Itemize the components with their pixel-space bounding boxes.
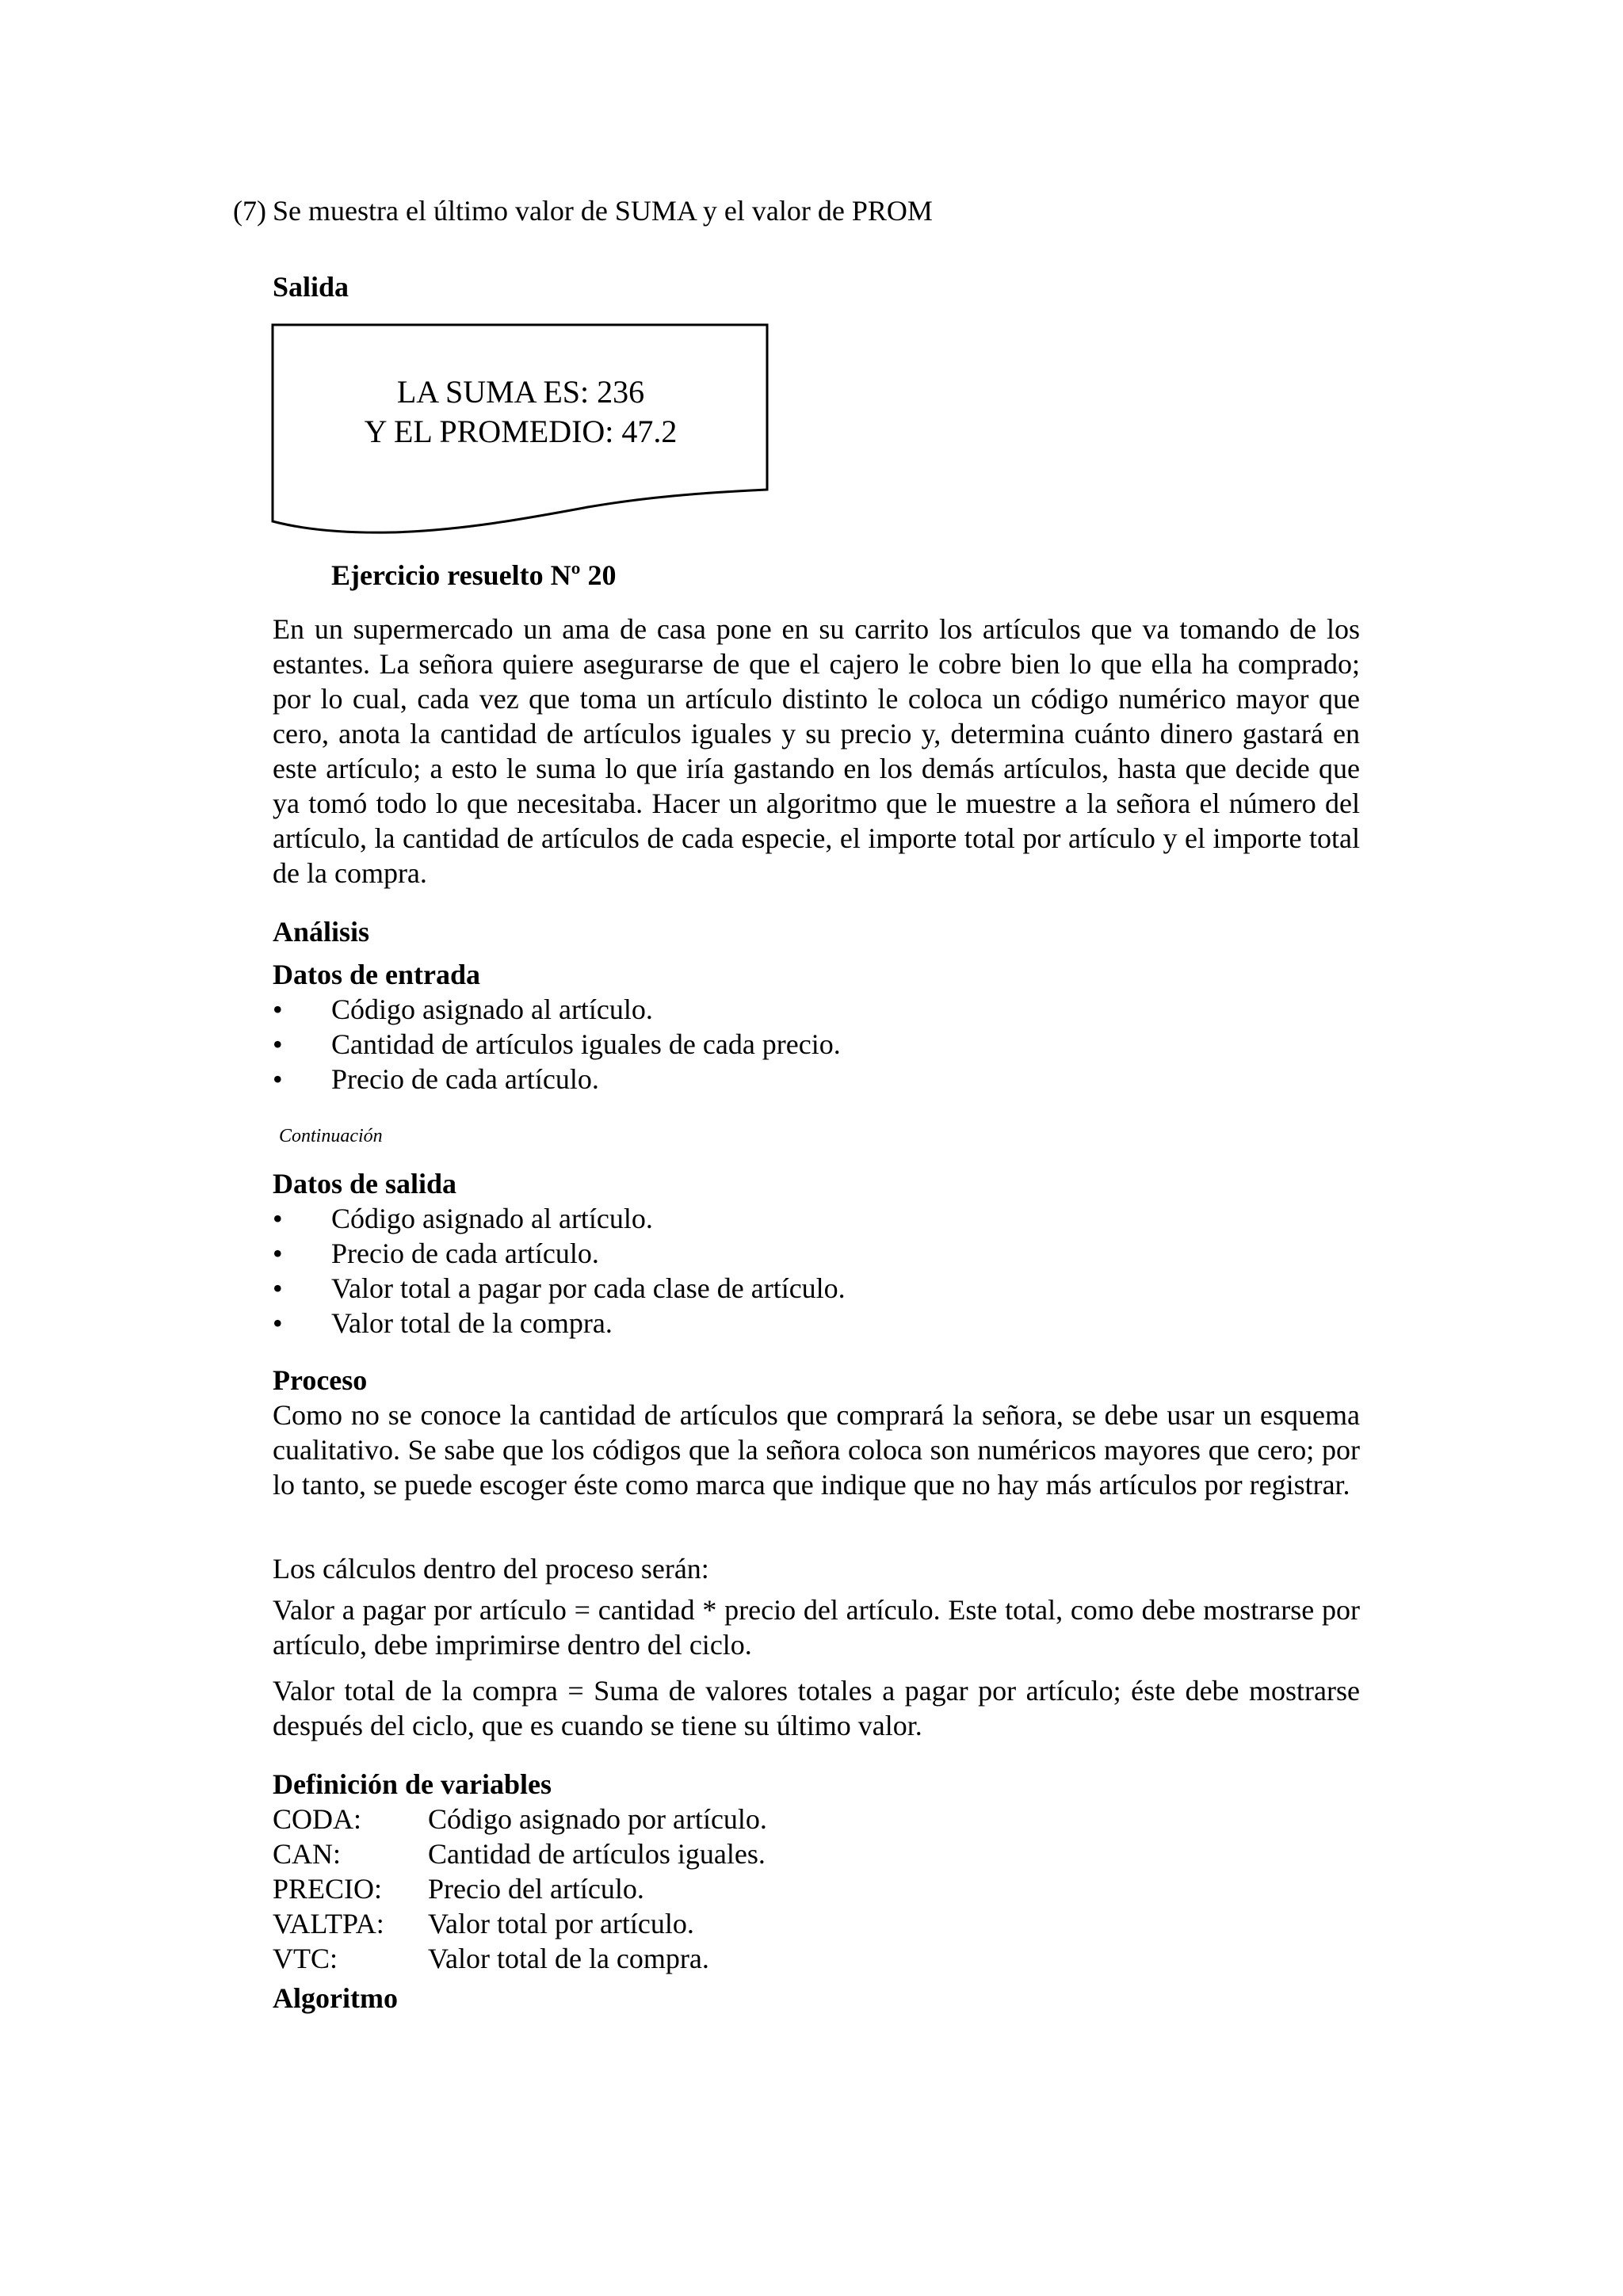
bullet: • bbox=[273, 1063, 283, 1095]
variable-row bbox=[273, 1802, 767, 1836]
list-item bbox=[273, 1236, 1360, 1271]
variable-desc: Cantidad de artículos iguales. bbox=[428, 1838, 766, 1870]
variable-desc: Valor total por artículo. bbox=[428, 1908, 694, 1939]
list-item-text: Precio de cada artículo. bbox=[331, 1063, 599, 1095]
variable-name: VTC: bbox=[273, 1943, 338, 1974]
list-item-text: Precio de cada artículo. bbox=[331, 1238, 599, 1269]
variable-row bbox=[273, 1871, 767, 1906]
salida-section bbox=[273, 1166, 1360, 1341]
bullet: • bbox=[273, 1028, 283, 1060]
output-line-1: LA SUMA ES: 236 bbox=[396, 374, 645, 410]
variables-section bbox=[273, 1767, 767, 1976]
salida-list bbox=[273, 1201, 1360, 1341]
variable-name: CAN: bbox=[273, 1838, 342, 1870]
variable-name: PRECIO: bbox=[273, 1873, 383, 1905]
proceso-heading: Proceso bbox=[273, 1364, 368, 1396]
step-7 bbox=[233, 193, 933, 228]
list-item bbox=[273, 1306, 1360, 1341]
variable-row bbox=[273, 1906, 767, 1941]
step-number: (7) bbox=[233, 195, 266, 227]
calc-1: Valor a pagar por artículo = cantidad * precio del artículo. Este total, como debe mostrarse por artículo, debe imprimirse dentro del ciclo. bbox=[273, 1594, 1360, 1661]
list-item-text: Cantidad de artículos iguales de cada precio. bbox=[331, 1028, 841, 1060]
exercise-text: En un supermercado un ama de casa pone en su carrito los artículos que va tomando de los estantes. La señora quiere asegurarse de que el cajero le cobre bien lo que ella ha comprado; por lo cual, cada vez que toma un artículo distinto le coloca un código numérico mayor que cero, anota la cantidad de artículos iguales y su precio y, determina cuánto dinero gastará en este artículo; a esto le suma lo que iría gastando en los demás artículos, hasta que decide que ya tomó todo lo que necesitaba. Hacer un algoritmo que le muestre a la señora el número del artículo, la cantidad de artículos de cada especie, el importe total por artículo y el importe total de la compra. bbox=[273, 613, 1360, 889]
list-item-text: Código asignado al artículo. bbox=[331, 994, 653, 1025]
variables-heading: Definición de variables bbox=[273, 1768, 552, 1800]
variable-desc: Precio del artículo. bbox=[428, 1873, 644, 1905]
output-document-symbol bbox=[271, 323, 770, 536]
list-item bbox=[273, 1062, 1360, 1097]
bullet: • bbox=[273, 1238, 283, 1269]
algoritmo-heading: Algoritmo bbox=[273, 1982, 398, 2014]
bullet: • bbox=[273, 1203, 283, 1234]
variable-name: VALTPA: bbox=[273, 1908, 384, 1939]
list-item bbox=[273, 1271, 1360, 1306]
salida-heading: Salida bbox=[273, 271, 349, 303]
bullet: • bbox=[273, 1307, 283, 1339]
variable-desc: Código asignado por artículo. bbox=[428, 1803, 767, 1835]
entrada-section bbox=[273, 957, 1360, 1097]
calc-intro: Los cálculos dentro del proceso serán: bbox=[273, 1553, 709, 1585]
analisis-heading: Análisis bbox=[273, 916, 370, 948]
variable-row bbox=[273, 1941, 767, 1976]
bullet: • bbox=[273, 994, 283, 1025]
exercise-title: Ejercicio resuelto Nº 20 bbox=[331, 559, 617, 591]
variable-desc: Valor total de la compra. bbox=[428, 1943, 709, 1974]
entrada-list bbox=[273, 992, 1360, 1097]
variable-row bbox=[273, 1836, 767, 1871]
output-line-2: Y EL PROMEDIO: 47.2 bbox=[364, 414, 678, 449]
entrada-heading: Datos de entrada bbox=[273, 959, 480, 990]
salida-data-heading: Datos de salida bbox=[273, 1168, 457, 1199]
step-text: Se muestra el último valor de SUMA y el valor de PROM bbox=[273, 195, 933, 227]
proceso-text: Como no se conoce la cantidad de artículos que comprará la señora, se debe usar un esquema cualitativo. Se sabe que los códigos que la señora coloca son numéricos mayores que cero; por lo tanto, se puede escoger éste como marca que indique que no hay más artículos por registrar. bbox=[273, 1399, 1360, 1501]
list-item-text: Valor total a pagar por cada clase de artículo. bbox=[331, 1272, 846, 1304]
output-text bbox=[271, 372, 770, 452]
continuation-note: Continuación bbox=[279, 1126, 383, 1146]
list-item bbox=[273, 1027, 1360, 1062]
list-item-text: Valor total de la compra. bbox=[331, 1307, 613, 1339]
list-item bbox=[273, 1201, 1360, 1236]
bullet: • bbox=[273, 1272, 283, 1304]
calc-2: Valor total de la compra = Suma de valores totales a pagar por artículo; éste debe mostrarse después del ciclo, que es cuando se tiene su último valor. bbox=[273, 1675, 1360, 1741]
list-item bbox=[273, 992, 1360, 1027]
variable-name: CODA: bbox=[273, 1803, 362, 1835]
list-item-text: Código asignado al artículo. bbox=[331, 1203, 653, 1234]
